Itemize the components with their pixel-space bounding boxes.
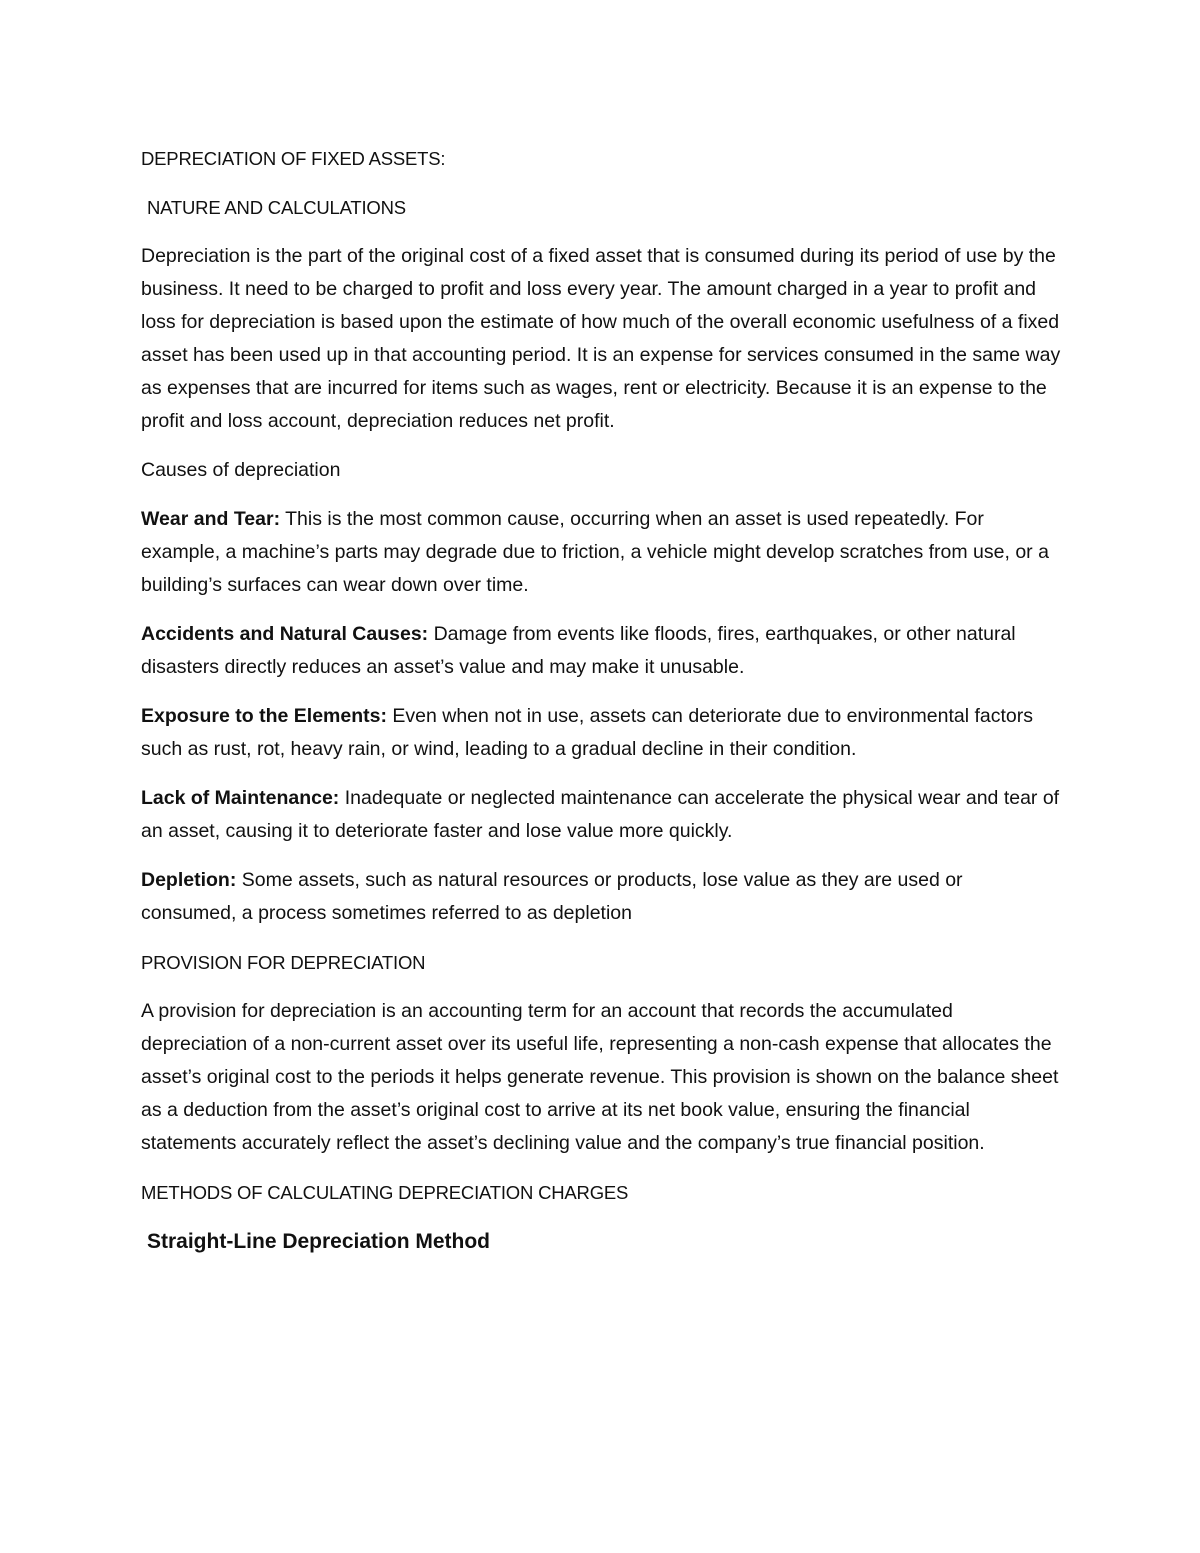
cause-exposure: [141, 700, 1061, 766]
cause-term: Exposure to the Elements:: [141, 705, 387, 727]
cause-term: Lack of Maintenance:: [141, 787, 340, 809]
cause-text: Inadequate or neglected maintenance can accelerate the physical wear and tear of an asset, causing it to deteriorate faster and lose value more quickly.: [141, 787, 1060, 842]
cause-text: This is the most common cause, occurring when an asset is used repeatedly. For example, a machine’s parts may degrade due to friction, a vehicle might develop scratches from use, or a building’s surfaces can wear down over time.: [141, 508, 1049, 596]
cause-text: Some assets, such as natural resources or products, lose value as they are used or consumed, a process sometimes referred to as depletion: [141, 869, 963, 924]
cause-depletion: [141, 864, 1061, 930]
cause-lack-of-maintenance: [141, 782, 1061, 848]
intro-paragraph: Depreciation is the part of the original cost of a fixed asset that is consumed during its period of use by the business. It need to be charged to profit and loss every year. The amount charged in a year to profit and loss for depreciation is based upon the estimate of how much of the overall economic usefulness of a fixed asset has been used up in that accounting period. It is an expense for services consumed in the same way as expenses that are incurred for items such as wages, rent or electricity. Because it is an expense to the profit and loss account, depreciation reduces net profit.: [141, 245, 1061, 432]
method-straight-line-heading: Straight-Line Depreciation Method: [147, 1230, 491, 1253]
cause-wear-and-tear: [141, 503, 1061, 602]
cause-text: Damage from events like floods, fires, earthquakes, or other natural disasters directly reduces an asset’s value and may make it unusable.: [141, 623, 1016, 678]
document-title: DEPRECIATION OF FIXED ASSETS:: [141, 148, 446, 169]
provision-paragraph: A provision for depreciation is an accounting term for an account that records the accumulated depreciation of a non-current asset over its useful life, representing a non-cash expense that allocates the asset’s original cost to the periods it helps generate revenue. This provision is shown on the balance sheet as a deduction from the asset’s original cost to arrive at its net book value, ensuring the financial statements accurately reflect the asset’s declining value and the company’s true financial position.: [141, 1000, 1059, 1154]
cause-accidents: [141, 618, 1061, 684]
provision-heading: PROVISION FOR DEPRECIATION: [141, 952, 426, 973]
cause-text: Even when not in use, assets can deteriorate due to environmental factors such as rust, rot, heavy rain, or wind, leading to a gradual decline in their condition.: [141, 705, 1034, 760]
causes-heading: Causes of depreciation: [141, 459, 341, 481]
document-body: [141, 142, 1061, 1274]
cause-term: Wear and Tear:: [141, 508, 281, 530]
document-subtitle: NATURE AND CALCULATIONS: [147, 197, 406, 218]
methods-heading: METHODS OF CALCULATING DEPRECIATION CHARGES: [141, 1182, 629, 1203]
cause-term: Accidents and Natural Causes:: [141, 623, 429, 645]
cause-term: Depletion:: [141, 869, 237, 891]
